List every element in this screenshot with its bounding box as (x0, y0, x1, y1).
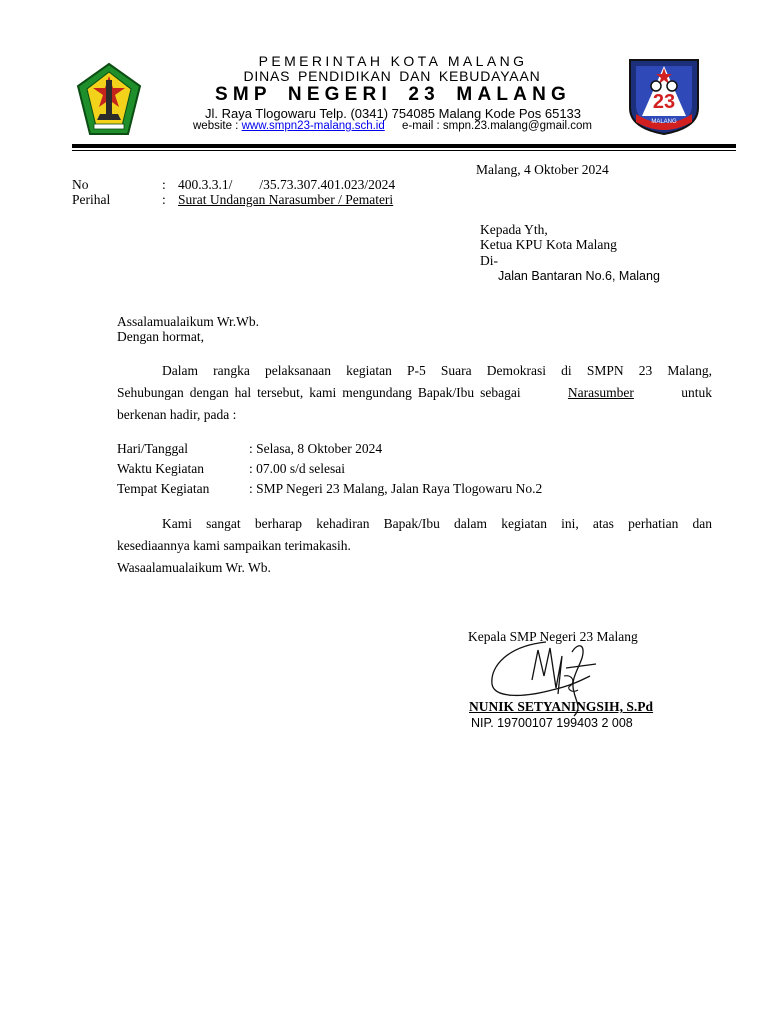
signatory-title: Kepala SMP Negeri 23 Malang (468, 629, 638, 644)
government-name: PEMERINTAH KOTA MALANG (258, 53, 528, 69)
detail-value-place: : SMP Negeri 23 Malang, Jalan Raya Tlogowaru No.2 (249, 481, 543, 496)
school-logo-number: 23 (652, 91, 676, 113)
school-address: Jl. Raya Tlogowaru Telp. (0341) 754085 Malang Kode Pos 65133 (204, 106, 582, 121)
school-name: SMP NEGERI 23 MALANG (214, 84, 572, 105)
header-divider-thick (72, 144, 736, 148)
closing-salam: Wasaalamualaikum Wr. Wb. (117, 560, 271, 575)
paragraph-1-line-2-end: untuk (681, 385, 712, 400)
department-name: DINAS PENDIDIKAN DAN KEBUDAYAAN (243, 68, 541, 84)
paragraph-2-line-1: Kami sangat berharap kehadiran Bapak/Ibu dalam kegiatan ini, atas perhatian dan (162, 516, 712, 531)
website-line (193, 120, 385, 132)
signatory-name: NUNIK SETYANINGSIH, S.Pd (469, 699, 654, 714)
letter-number: 400.3.3.1/ /35.73.307.401.023/2024 (178, 177, 396, 192)
detail-value-time: : 07.00 s/d selesai (249, 461, 345, 476)
detail-value-date: : Selasa, 8 Oktober 2024 (249, 441, 383, 456)
paragraph-1-line-3: berkenan hadir, pada : (117, 407, 237, 422)
recipient-line-3: Di- (480, 253, 498, 268)
email-line: e-mail : smpn.23.malang@gmail.com (402, 120, 592, 132)
greeting-hormat: Dengan hormat, (117, 329, 204, 344)
letter-subject: Surat Undangan Narasumber / Pemateri (178, 192, 394, 207)
paragraph-1-line-2-start: Sehubungan dengan hal tersebut, kami mengundang Bapak/Ibu sebagai (117, 385, 521, 400)
school-logo-text: MALANG (651, 119, 677, 125)
detail-label-time: Waktu Kegiatan (117, 461, 205, 476)
number-colon: : (162, 177, 166, 192)
recipient-address: Jalan Bantaran No.6, Malang (498, 269, 660, 283)
website-label: website : (193, 120, 242, 132)
detail-label-place: Tempat Kegiatan (117, 481, 210, 496)
signatory-nip: NIP. 19700107 199403 2 008 (471, 716, 633, 730)
subject-colon: : (162, 192, 166, 207)
greeting-salam: Assalamualaikum Wr.Wb. (117, 314, 260, 329)
paragraph-2-line-2: kesediaannya kami sampaikan terimakasih. (117, 538, 351, 553)
header-divider-thin (72, 150, 736, 151)
subject-label: Perihal (72, 192, 111, 207)
paragraph-1-line-1: Dalam rangka pelaksanaan kegiatan P-5 Suara Demokrasi di SMPN 23 Malang, (162, 363, 712, 378)
detail-label-date: Hari/Tanggal (117, 441, 189, 456)
recipient-line-1: Kepada Yth, (480, 222, 548, 237)
recipient-line-2: Ketua KPU Kota Malang (480, 237, 617, 252)
number-label: No (72, 177, 89, 192)
place-date: Malang, 4 Oktober 2024 (476, 162, 609, 177)
website-link[interactable]: www.smpn23-malang.sch.id (241, 120, 385, 132)
narasumber-term: Narasumber (567, 385, 634, 400)
paragraph-1-line-2 (117, 385, 712, 401)
